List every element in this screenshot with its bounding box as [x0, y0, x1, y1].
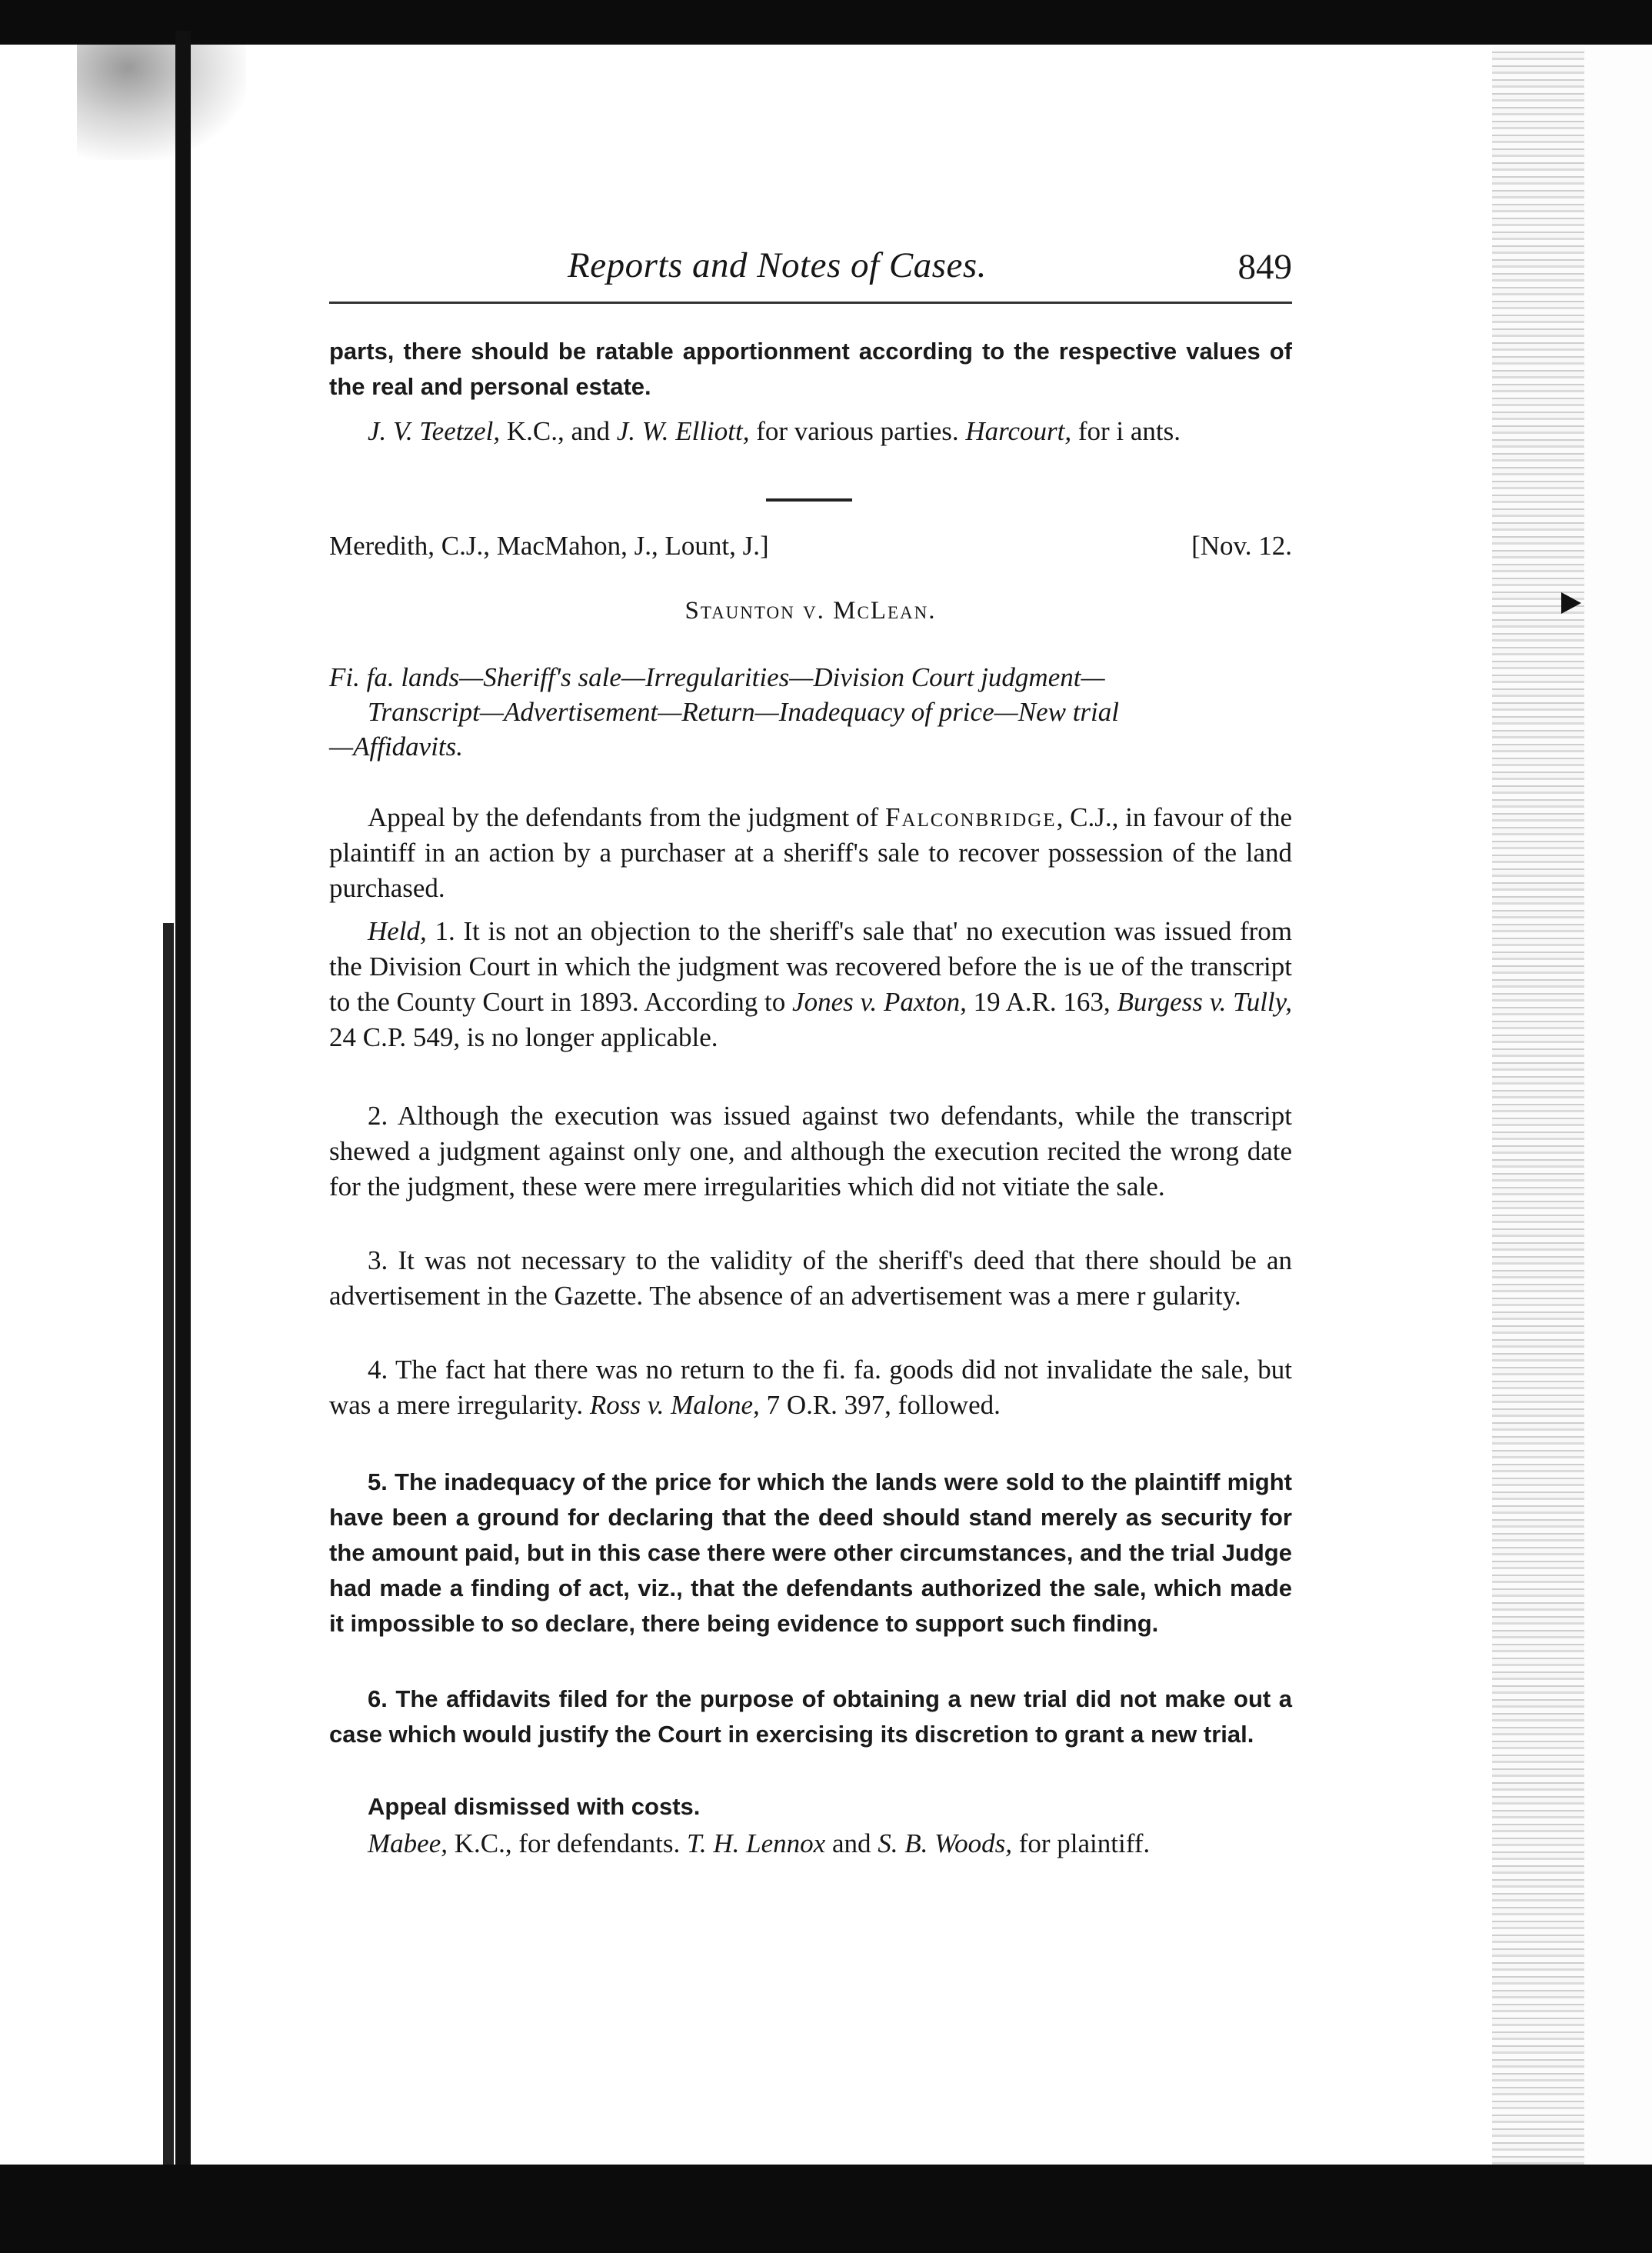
counsel-text: and: [825, 1828, 878, 1858]
counsel-text: K.C., and: [500, 416, 617, 446]
counsel-text: K.C., for defendants.: [447, 1828, 688, 1858]
held-paragraph-4: [329, 1352, 1292, 1423]
held-paragraph-3: 3. It was not necessary to the validity of the sheriff's deed that there should be an advertisement in the Gazette. The absence of an advertisement was a mere r gularity.: [329, 1245, 1292, 1311]
judges-line: [329, 531, 1292, 562]
arrow-icon: [1561, 592, 1581, 614]
scan-smudge: [77, 45, 246, 160]
counsel-line: [329, 1826, 1292, 1861]
decision-date: [Nov. 12.: [1191, 531, 1292, 561]
disposition: Appeal dismissed with costs.: [368, 1793, 701, 1820]
held-paragraph-1: [329, 914, 1292, 1055]
page-header: [329, 245, 1292, 306]
counsel-name: J. W. Elliott,: [616, 416, 750, 446]
counsel-name: Mabee,: [368, 1828, 448, 1858]
header-rule: [329, 302, 1292, 304]
counsel-name: J. V. Teetzel,: [368, 416, 501, 446]
held-paragraph-5: 5. The inadequacy of the price for which the lands were sold to the plaintiff might have been a ground for declaring that the deed should stand merely as security for the amount paid, but in this case there were other circumstances, and the trial Judge had made a finding of act, viz., that the defendants authorized the sale, which made it impossible to so declare, there being evidence to support such finding.: [329, 1468, 1292, 1637]
trial-judge: Falconbridge: [884, 802, 1057, 832]
counsel-text: for various parties.: [749, 416, 966, 446]
held-label: Held,: [368, 916, 427, 946]
case-citation: Burgess v. Tully,: [1117, 987, 1292, 1017]
appeal-text: , C.J., in favour of the plaintiff in an action by a purchaser at a sheriff's sale to recover possession of the land purchased.: [329, 802, 1292, 903]
counsel-name: T. H. Lennox: [687, 1828, 826, 1858]
held-text: 1. It is not an objection to the sheriff's sale that' no execution was issued from the Division Court in which the judgment was recovered before the is ue of the transcript to the County Court in 1893. According to: [329, 916, 1292, 1017]
section-divider: [766, 498, 852, 502]
scan-border-bottom: [0, 2165, 1652, 2253]
held-text: 4. The fact hat there was no return to the fi. fa. goods did not invalidate the sale, but was a mere irregularity.: [329, 1355, 1292, 1420]
catchwords-line: Fi. fa. lands—Sheriff's sale—Irregularities—Division Court judgment—: [329, 662, 1105, 692]
catchwords-line: Transcript—Advertisement—Return—Inadequacy of price—New trial: [368, 697, 1119, 727]
appeal-text: Appeal by the defendants from the judgment of: [368, 802, 885, 832]
counsel-name: Harcourt,: [965, 416, 1072, 446]
held-text: 7 O.R. 397, followed.: [759, 1390, 1001, 1420]
appeal-statement: [329, 800, 1292, 906]
carryover-paragraph: parts, there should be ratable apportionment according to the respective values of the real and personal estate.: [329, 338, 1292, 400]
carryover-counsel: [329, 414, 1292, 449]
held-paragraph-2: 2. Although the execution was issued against two defendants, while the transcript shewed a judgment against only one, and although the execution recited the wrong date for the judgment, these were mere irregularities which did not vitiate the sale.: [329, 1101, 1292, 1201]
counsel-name: S. B. Woods,: [878, 1828, 1012, 1858]
counsel-text: for i ants.: [1071, 416, 1181, 446]
case-title: Staunton v. McLean.: [684, 597, 937, 625]
running-head: Reports and Notes of Cases.: [568, 245, 987, 285]
held-text: 19 A.R. 163,: [966, 987, 1117, 1017]
held-paragraph-6: 6. The affidavits filed for the purpose of obtaining a new trial did not make out a case which would justify the Court in exercising its discretion to grant a new trial.: [329, 1685, 1292, 1748]
held-text: 24 C.P. 549, is no longer applicable.: [329, 1022, 718, 1052]
scan-page-edges: [1492, 46, 1584, 2192]
scan-border-top: [0, 0, 1652, 45]
scan-border-left-inner: [163, 923, 174, 2192]
counsel-text: for plaintiff.: [1011, 1828, 1151, 1858]
scan-border-left: [175, 31, 191, 2185]
judges: Meredith, C.J., MacMahon, J., Lount, J.]: [329, 531, 769, 561]
scan-margin-right: [1584, 45, 1652, 2168]
case-citation: Ross v. Malone,: [589, 1390, 760, 1420]
case-citation: Jones v. Paxton,: [792, 987, 967, 1017]
catchwords-line: —Affidavits.: [329, 732, 464, 762]
catchwords: [329, 660, 1292, 764]
page-number: 849: [1237, 247, 1292, 287]
